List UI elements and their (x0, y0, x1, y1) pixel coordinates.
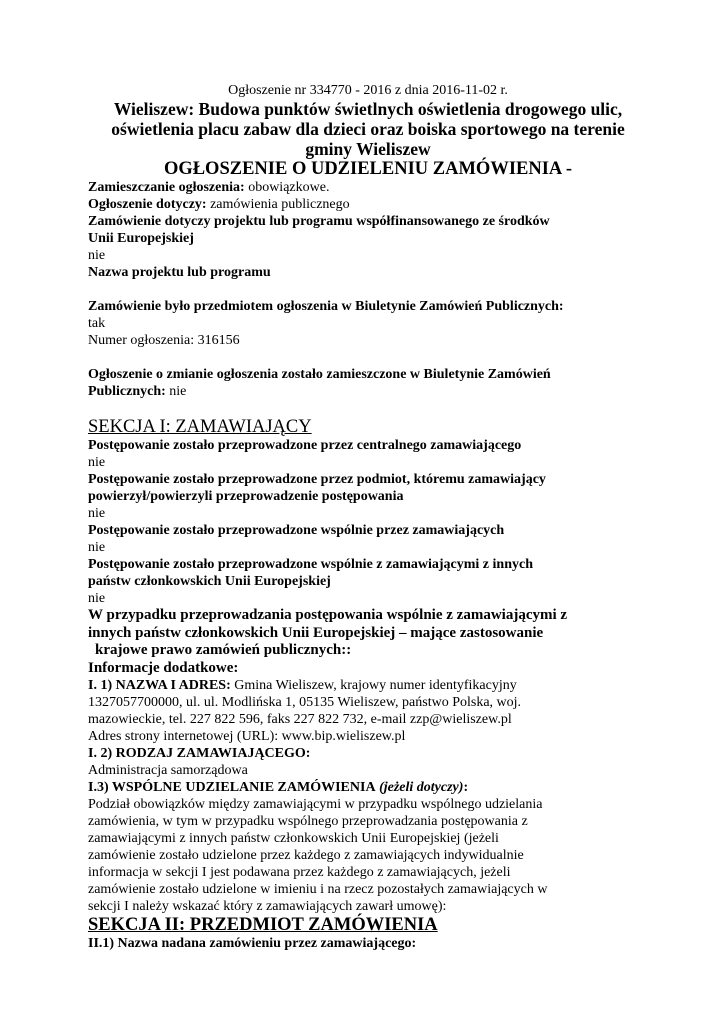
type-value: Administracja samorządowa (88, 763, 248, 778)
title-line-2: oświetlenia placu zabaw dla dzieci oraz boiska sportowego na terenie (111, 119, 625, 139)
section-2-heading: SEKCJA II: PRZEDMIOT ZAMÓWIENIA (88, 915, 438, 935)
law-label-line-3: krajowe prawo zamówień publicznych:: (95, 642, 352, 658)
law-label-line-2: innych państw członkowskich Unii Europejskiej – mające zastosowanie (88, 624, 544, 641)
entrusted-label-line-2: powierzył/powierzyli przeprowadzenie postępowania (88, 489, 404, 504)
joint-award-colon: : (463, 780, 469, 795)
joint-award-note: (jeżeli dotyczy) (379, 780, 464, 795)
change-value: nie (169, 384, 187, 399)
document-subtitle: OGŁOSZENIE O UDZIELENIU ZAMÓWIENIA - (163, 159, 573, 179)
name-address-line-3: mazowieckie, tel. 227 822 596, faks 227 822 732, e-mail zzp@wieliszew.pl (88, 712, 512, 727)
project-name-label: Nazwa projektu lub programu (88, 265, 271, 280)
notice-number-text: Numer ogłoszenia: 316156 (88, 333, 240, 348)
entrusted-label-line-1: Postępowanie zostało przeprowadzone przez podmiot, któremu zamawiający (88, 472, 546, 487)
name-address-line-1: Gmina Wieliszew, krajowy numer identyfikacyjny (234, 678, 517, 693)
bulletin-value: tak (88, 316, 106, 331)
central-label: Postępowanie zostało przeprowadzone przez centralnego zamawiającego (88, 438, 522, 453)
change-label-line-2: Publicznych: (88, 384, 166, 399)
joint-award-text-line-3: zamawiającymi z innych państw członkowskich Unii Europejskiej (jeżeli (88, 831, 499, 846)
document-title (88, 99, 648, 159)
entrusted-value: nie (88, 506, 106, 521)
central-value: nie (88, 455, 106, 470)
name-address-line-2: 1327057700000, ul. ul. Modlińska 1, 05135 Wieliszew, państwo Polska, woj. (88, 695, 522, 710)
section-1-heading: SEKCJA I: ZAMAWIAJĄCY (88, 417, 312, 437)
concerns-row (88, 196, 648, 213)
notice-number-line: Ogłoszenie nr 334770 - 2016 z dnia 2016-11-02 r. (228, 83, 508, 98)
jointly-label: Postępowanie zostało przeprowadzone wspólnie przez zamawiających (88, 523, 505, 538)
joint-award-text-line-7: sekcji I należy wskazać który z zamawiających zawarł umowę): (88, 899, 447, 914)
law-label-line-1: W przypadku przeprowadzania postępowania wspólnie z zamawiającymi z (88, 607, 568, 623)
posting-label: Zamieszczanie ogłoszenia: (88, 180, 245, 195)
name-address-label: I. 1) NAZWA I ADRES: (88, 678, 231, 693)
concerns-value: zamówienia publicznego (210, 197, 350, 212)
jointly-eu-value: nie (88, 591, 106, 606)
joint-award-label: I.3) WSPÓLNE UDZIELANIE ZAMÓWIENIA (88, 780, 376, 795)
website-line: Adres strony internetowej (URL): www.bip.wieliszew.pl (88, 729, 406, 744)
jointly-eu-label-line-1: Postępowanie zostało przeprowadzone wspólnie z zamawiającymi z innych (88, 557, 533, 572)
type-label: I. 2) RODZAJ ZAMAWIAJĄCEGO: (88, 746, 311, 761)
jointly-eu-label-line-2: państw członkowskich Unii Europejskiej (88, 574, 331, 589)
title-line-3: gminy Wieliszew (305, 139, 431, 159)
name-address-row (88, 677, 648, 694)
posting-row (88, 179, 648, 196)
additional-info-label: Informacje dodatkowe: (88, 659, 239, 676)
joint-award-text-line-1: Podział obowiązków między zamawiającymi w przypadku wspólnego udzielania (88, 797, 543, 812)
change-label-line-1: Ogłoszenie o zmianie ogłoszenia zostało zamieszczone w Biuletynie Zamówień (88, 367, 551, 382)
title-line-1: Wieliszew: Budowa punktów świetlnych oświetlenia drogowego ulic, (113, 99, 623, 119)
joint-award-text-line-4: zamówienie zostało udzielone przez każdego z zamawiających indywidualnie (88, 848, 524, 863)
joint-award-text-line-5: informacja w sekcji I jest podawana przez każdego z zamawiających, jeżeli (88, 865, 511, 880)
eu-project-label-line-1: Zamówienie dotyczy projektu lub programu współfinansowanego ze środków (88, 214, 550, 229)
jointly-value: nie (88, 540, 106, 555)
section-2-name-label: II.1) Nazwa nadana zamówieniu przez zamawiającego: (88, 936, 417, 951)
bulletin-label: Zamówienie było przedmiotem ogłoszenia w Biuletynie Zamówień Publicznych: (88, 299, 564, 314)
posting-value: obowiązkowe. (248, 180, 330, 195)
change-row (88, 383, 648, 400)
concerns-label: Ogłoszenie dotyczy: (88, 197, 207, 212)
document-content (88, 82, 648, 952)
eu-project-label-line-2: Unii Europejskiej (88, 231, 194, 246)
joint-award-text-line-6: zamówienie zostało udzielone w imieniu i na rzecz pozostałych zamawiających w (88, 882, 548, 897)
eu-project-value: nie (88, 248, 106, 263)
joint-award-text-line-2: zamówienia, w tym w przypadku wspólnego przeprowadzania postępowania z (88, 814, 528, 829)
joint-award-row (88, 779, 648, 796)
